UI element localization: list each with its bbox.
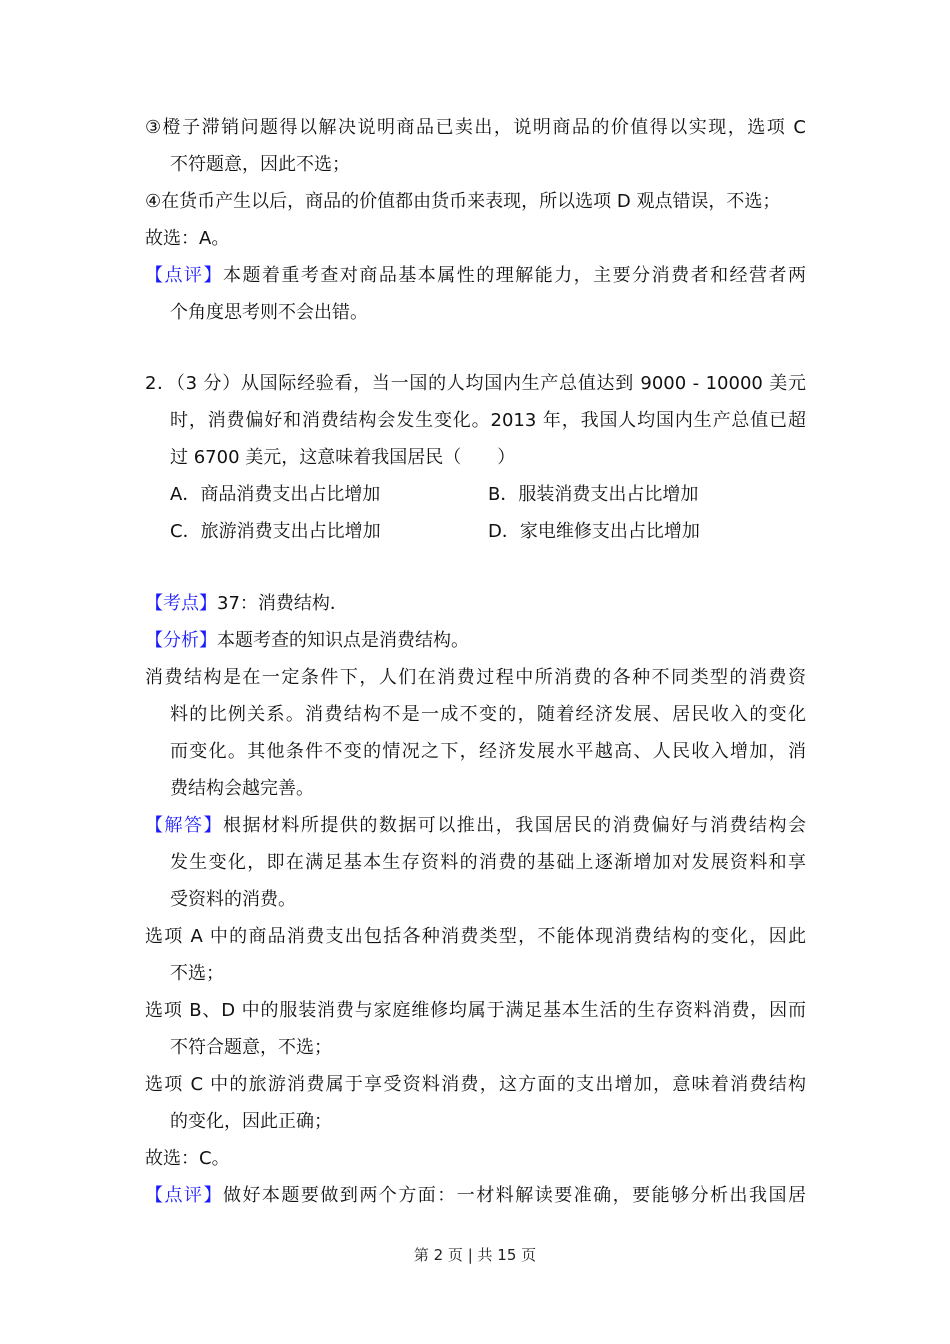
line-text: 37：消费结构． (217, 593, 348, 614)
text-line (145, 257, 806, 294)
text-line: 故选：A。 (145, 228, 230, 249)
line-text: 根据材料所提供的数据可以推出，我国居民的消费偏好与消费结构会 (222, 815, 806, 836)
labeled-paragraph (145, 1177, 806, 1214)
section-label: 【分析】 (145, 630, 217, 651)
paragraph (145, 992, 806, 1066)
text-line: 的变化，因此正确； (170, 1111, 332, 1132)
text-line (145, 807, 806, 844)
text-line: 不符题意，因此不选； (170, 154, 350, 175)
line-text: 做好本题要做到两个方面：一材料解读要准确，要能够分析出我国居 (222, 1185, 806, 1206)
text-line (145, 1177, 806, 1214)
text-line: 料的比例关系。消费结构不是一成不变的，随着经济发展、居民收入的变化 (170, 704, 806, 725)
labeled-paragraph (145, 257, 806, 331)
line-text: 本题着重考查对商品基本属性的理解能力，主要分消费者和经营者两 (222, 265, 806, 286)
text-line: 而变化。其他条件不变的情况之下，经济发展水平越高、人民收入增加，消 (170, 741, 806, 762)
question-line: 2．（3 分）从国际经验看，当一国的人均国内生产总值达到 9000 - 10000 美元 (145, 373, 806, 394)
question-stem (145, 365, 806, 476)
document-body (145, 109, 806, 1214)
question-line: 过 6700 美元，这意味着我国居民（ ） (170, 447, 516, 468)
paragraph (145, 659, 806, 807)
text-line (145, 585, 806, 622)
paragraph (145, 220, 806, 257)
text-line: 不符合题意，不选； (170, 1037, 332, 1058)
text-line: 个角度思考则不会出错。 (170, 302, 368, 323)
text-line: 选项 A 中的商品消费支出包括各种消费类型，不能体现消费结构的变化，因此 (145, 926, 806, 947)
page-footer: 第 2 页 | 共 15 页 (413, 1246, 537, 1264)
option-d: D．家电维修支出占比增加 (488, 521, 700, 542)
text-line (145, 622, 806, 659)
paragraph (145, 183, 806, 220)
section-label: 【解答】 (145, 815, 223, 836)
options-row-1 (145, 476, 806, 513)
line-text: 本题考查的知识点是消费结构。 (217, 630, 469, 651)
option-c: C．旅游消费支出占比增加 (170, 521, 381, 542)
text-line: ③橙子滞销问题得以解决说明商品已卖出，说明商品的价值得以实现，选项 C (145, 117, 806, 138)
text-line: 故选：C。 (145, 1148, 230, 1169)
text-line: 受资料的消费。 (170, 889, 296, 910)
text-line: 选项 B、D 中的服装消费与家庭维修均属于满足基本生活的生存资料消费，因而 (145, 1000, 806, 1021)
section-label: 【考点】 (145, 593, 217, 614)
paragraph (145, 1066, 806, 1140)
text-line: 发生变化，即在满足基本生存资料的消费的基础上逐渐增加对发展资料和享 (170, 852, 806, 873)
labeled-paragraph (145, 622, 806, 659)
labeled-paragraph (145, 585, 806, 622)
question-2-analysis (145, 585, 806, 1214)
text-line: ④在货币产生以后，商品的价值都由货币来表现，所以选项 D 观点错误，不选； (145, 191, 781, 212)
text-line: 不选； (170, 963, 224, 984)
previous-question-analysis (145, 109, 806, 331)
labeled-paragraph (145, 807, 806, 918)
options-row-2 (145, 513, 806, 550)
section-label: 【点评】 (145, 265, 223, 286)
paragraph (145, 109, 806, 183)
text-line: 选项 C 中的旅游消费属于享受资料消费，这方面的支出增加，意味着消费结构 (145, 1074, 806, 1095)
option-b: B．服装消费支出占比增加 (488, 484, 699, 505)
question-2 (145, 365, 806, 550)
question-line: 时，消费偏好和消费结构会发生变化。2013 年，我国人均国内生产总值已超 (170, 410, 806, 431)
text-line: 费结构会越完善。 (170, 778, 314, 799)
section-label: 【点评】 (145, 1185, 223, 1206)
option-a: A．商品消费支出占比增加 (170, 484, 381, 505)
text-line: 消费结构是在一定条件下，人们在消费过程中所消费的各种不同类型的消费资 (145, 667, 806, 688)
paragraph (145, 918, 806, 992)
paragraph (145, 1140, 806, 1177)
